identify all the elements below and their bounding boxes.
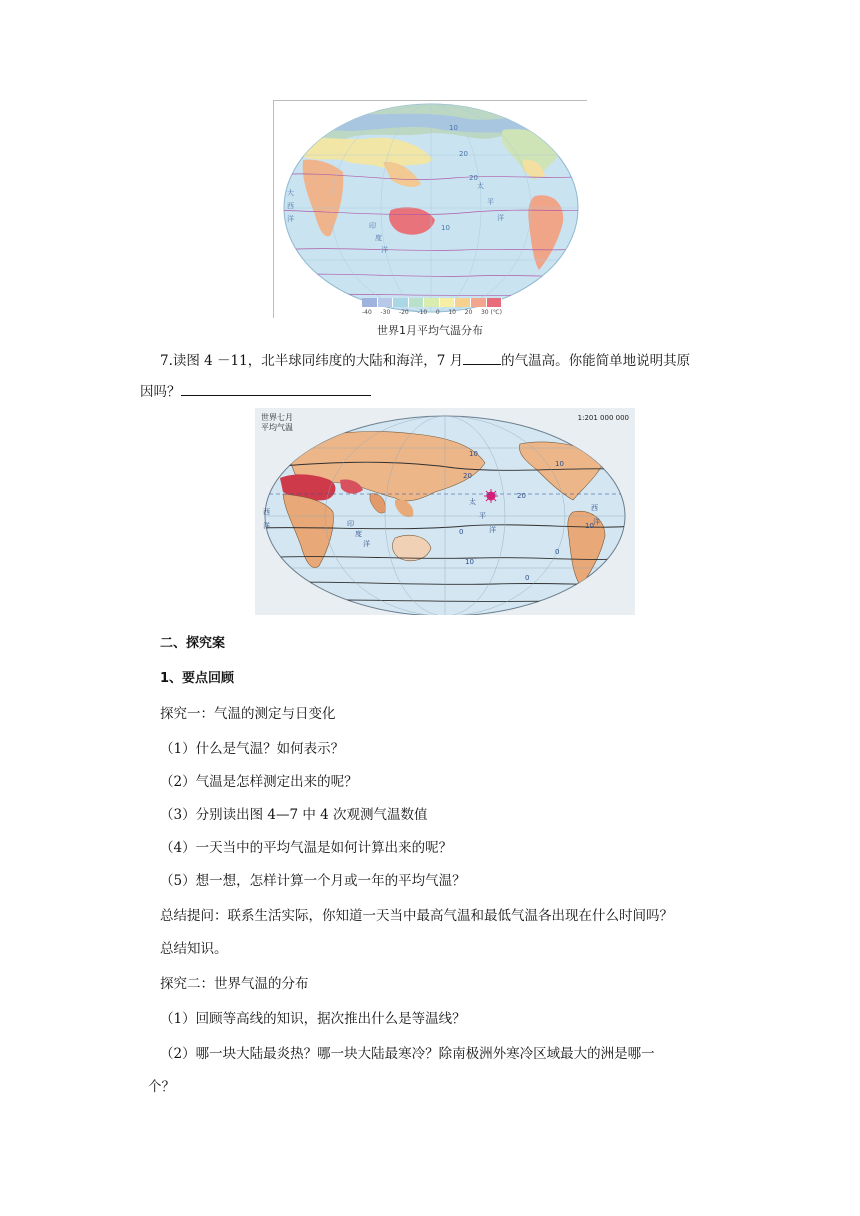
map-label: 西 [263, 508, 270, 516]
map-label: 度 [375, 234, 382, 242]
legend-swatch [378, 298, 394, 307]
map-label: 太 [469, 498, 476, 506]
map-label: 20 [517, 492, 526, 500]
january-temperature-map [273, 100, 587, 318]
legend-swatch [393, 298, 409, 307]
question-7-text-a: 7.读图 4 －11，北半球同纬度的大陆和海洋，7 月 [160, 353, 464, 369]
inquiry1-item: （1）什么是气温？如何表示？ [160, 741, 345, 757]
map-label: 20 [469, 174, 478, 182]
map-label: 平 [487, 198, 494, 206]
legend-swatch [487, 298, 503, 307]
legend-swatch [471, 298, 487, 307]
question-7-text-b: 的气温高。你能简单地说明其原 [501, 353, 691, 369]
map-label: 印 [369, 222, 376, 230]
legend-swatch [362, 298, 378, 307]
summary-knowledge: 总结知识。 [160, 941, 228, 957]
map-label: 0 [525, 574, 530, 582]
legend-tick-label: -20 [398, 309, 409, 316]
legend-swatch [440, 298, 456, 307]
map-frame-left [273, 100, 274, 318]
temperature-legend [362, 298, 502, 320]
map-label: 西 [287, 202, 294, 210]
summary-question: 总结提问：联系生活实际，你知道一天当中最高气温和最低气温各出现在什么时间吗？ [160, 908, 673, 924]
inquiry2-item: （1）回顾等高线的知识，据次推出什么是等温线？ [160, 1011, 466, 1027]
map-label: 印 [347, 520, 354, 528]
legend-tick-label: -30 [380, 309, 391, 316]
subsection-heading: 1、要点回顾 [160, 671, 235, 686]
legend-swatches [362, 298, 502, 307]
map-label: 太 [477, 182, 484, 190]
map1-caption: 世界1月平均气温分布 [377, 324, 483, 337]
question-7 [140, 346, 740, 408]
inquiry1-item: （3）分别读出图 4—7 中 4 次观测气温数值 [160, 807, 428, 823]
inquiry1-item: （5）想一想，怎样计算一个月或一年的平均气温？ [160, 873, 466, 889]
legend-ticks [362, 309, 502, 316]
map2-title-line2: 平均气温 [261, 423, 293, 432]
map-label: 10 [555, 460, 564, 468]
map-label: 洋 [381, 246, 388, 254]
map-label: 10 [465, 558, 474, 566]
map-label: 平 [479, 512, 486, 520]
map-label: 20 [463, 472, 472, 480]
map-label: 10 [469, 450, 478, 458]
legend-swatch [424, 298, 440, 307]
map-label: 10 [441, 224, 450, 232]
section-heading: 二、探究案 [160, 636, 226, 651]
sun-icon [484, 489, 498, 503]
legend-tick-label: 20 [464, 309, 473, 316]
map-label: 西 [591, 504, 598, 512]
map-label: 0 [555, 548, 560, 556]
inquiry1-title: 探究一：气温的测定与日变化 [160, 706, 336, 722]
answer-blank-long[interactable] [181, 383, 371, 396]
map-label: 洋 [287, 215, 294, 223]
legend-tick-label: 0 [435, 309, 440, 316]
map-label: 洋 [263, 522, 270, 530]
legend-tick-label: -10 [417, 309, 428, 316]
map-label: 0 [459, 528, 464, 536]
map-label: 10 [449, 124, 458, 132]
legend-tick-label: 30 (℃) [480, 309, 502, 316]
question-7-text-c: 因吗？ [140, 384, 181, 400]
inquiry2-title: 探究二：世界气温的分布 [160, 976, 309, 992]
map-label: 洋 [593, 518, 600, 526]
legend-tick-label: 10 [448, 309, 456, 316]
map-label: 洋 [497, 214, 504, 222]
answer-blank-short[interactable] [463, 352, 501, 365]
inquiry1-item: （4）一天当中的平均气温是如何计算出来的呢？ [160, 840, 453, 856]
legend-swatch [409, 298, 425, 307]
july-temperature-map [255, 408, 635, 615]
map-frame-top [273, 100, 587, 101]
inquiry2-item: （2）哪一块大陆最炎热？哪一块大陆最寒冷？除南极洲外寒冷区域最大的洲是哪一 [160, 1046, 655, 1062]
inquiry1-item: （2）气温是怎样测定出来的呢？ [160, 774, 358, 790]
map-label: 大 [287, 189, 294, 197]
map2-scale: 1:201 000 000 [577, 414, 629, 422]
inquiry2-item-wrap: 个？ [148, 1079, 175, 1095]
map-label: 度 [355, 530, 362, 538]
map-label: 洋 [363, 540, 370, 548]
legend-swatch [455, 298, 471, 307]
january-map-graphic [273, 100, 587, 318]
map-label: 20 [459, 150, 468, 158]
map-label: 10 [585, 522, 594, 530]
map2-title-line1: 世界七月 [261, 413, 293, 422]
legend-tick-label: -40 [362, 309, 372, 316]
map-label: 洋 [489, 526, 496, 534]
july-map-graphic [255, 408, 635, 615]
